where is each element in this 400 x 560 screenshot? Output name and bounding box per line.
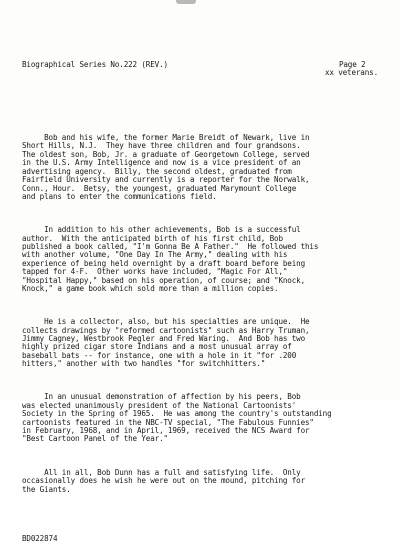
paragraph-cartoonists-society: In an unusual demonstration of affection by his peers, Bob was elected unanimously president of the National Cartoonists' Society in the Spring of 1965. He was among the country's outstanding cartoonists featured in the NBC-TV special, "The Fabulous Funnies" in February, 1968, and in April, 1969, received the NCS Award for "Best Cartoon Panel of the Year." xyxy=(22,392,332,444)
page-info xyxy=(325,61,378,78)
paragraph-author: In addition to his other achievements, Bob is a successful author. With the anticipated birth of his first child, Bob published a book called, "I'm Gonna Be A Father." He followed this with another volume, "One Day In The Army," dealing with his experience of being held overnight by a draft board before being tapped for 4-F. Other works have included, "Magic For All," "Hospital Happy," based on his operation, of course; and "Knock, Knock," a game book which sold more than a million copies. xyxy=(22,225,319,293)
paragraph-collector: He is a collector, also, but his specialties are unique. He collects drawings by "reformed cartoonists" such as Harry Truman, Jimmy Cagney, Westbrook Pegler and Fred Waring. And Bob has two highly prized cigar store Indians and a most unusual array of baseball bats -- for instance, one with a hole in it "for .200 hitters," another with two handles "for switchhitters." xyxy=(22,317,310,369)
document-body xyxy=(22,44,382,560)
paragraph-family: Bob and his wife, the former Marie Breidt of Newark, live in Short Hills, N.J. They have three children and four grandsons. The oldest son, Bob, Jr. a graduate of Georgetown College, served in the U.S. Army Intelligence and now is a vice president of an advertising agency. Billy, the second oldest, graduated from Fairfield University and currently is a reporter for the Norwalk, Conn., Hour. Betsy, the youngest, graduated Marymount College and plans to enter the communications field. xyxy=(22,133,310,201)
document-header xyxy=(22,61,382,78)
subject-tag: xx veterans. xyxy=(324,68,378,78)
page-number: Page 2 xyxy=(338,59,366,69)
paragraph-conclusion: All in all, Bob Dunn has a full and satisfying life. Only occasionally does he wish he were out on the mound, pitching for the Giants. xyxy=(22,467,305,494)
staple-mark xyxy=(176,0,196,4)
series-title: Biographical Series No.222 (REV.) xyxy=(22,59,168,69)
document-code: BD022874 xyxy=(22,534,58,544)
